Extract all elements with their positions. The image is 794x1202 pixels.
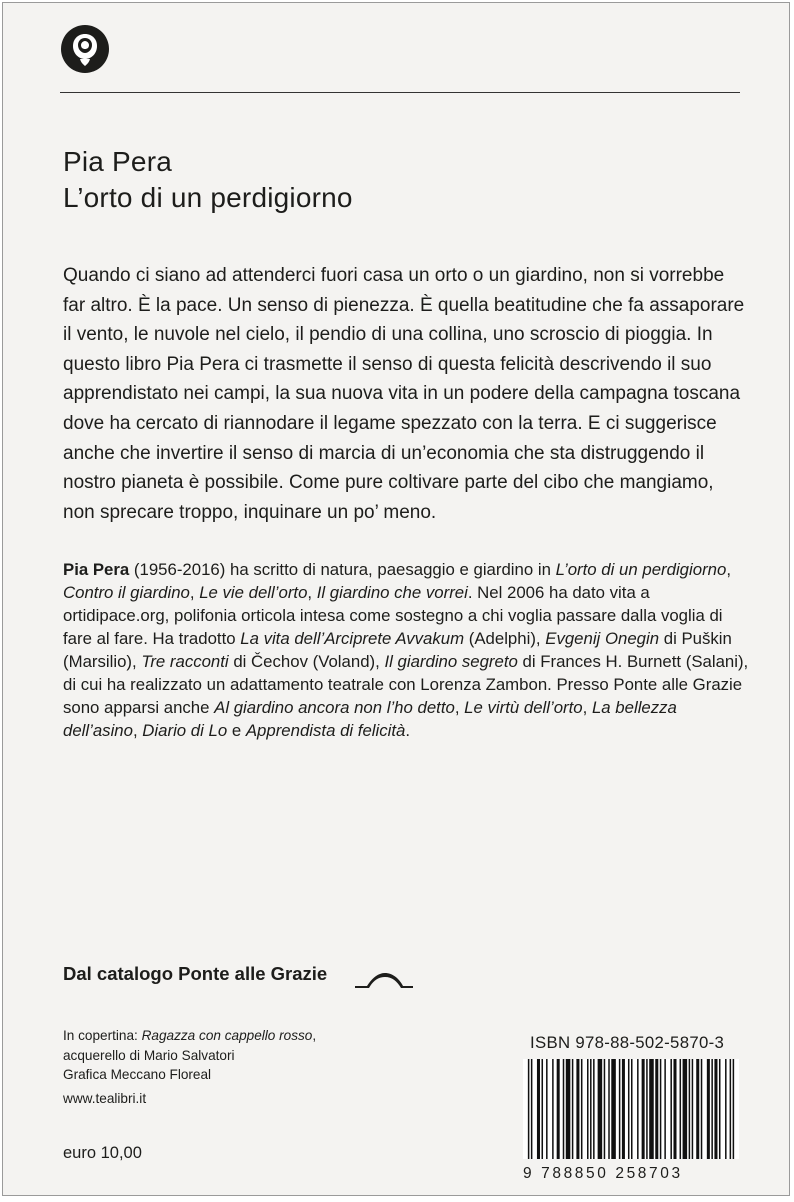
work-title: Il giardino che vorrei xyxy=(316,583,468,602)
work-title: Al giardino ancora non l’ho detto xyxy=(214,698,455,717)
work-title: Le virtù dell’orto xyxy=(464,698,583,717)
book-title: L’orto di un perdigiorno xyxy=(63,182,353,213)
work-title: Tre racconti xyxy=(141,652,229,671)
cover-credits xyxy=(63,1026,316,1085)
header-divider xyxy=(60,92,740,93)
work-title: La vita dell’Arciprete Avvakum xyxy=(240,629,465,648)
book-blurb: Quando ci siano ad attenderci fuori casa un orto o un giardino, non si vorrebbe far altro. È la pace. Un senso di pienezza. È quella beatitudine che fa assaporare il vento, le nuvole nel cielo, il pendio di una collina, uno scroscio di pioggia. In questo libro Pia Pera ci trasmette il senso di questa felicità descrivendo il suo apprendistato nei campi, la sua nuova vita in un podere della campagna toscana dove ha cercato di riannodare il legame spezzato con la terra. E ci suggerisce anche che invertire il senso di marcia di un’economia che sta distruggendo il nostro pianeta è possibile. Come pure coltivare parte del cibo che mangiamo, non sprecare troppo, inquinare un po’ meno. xyxy=(63,265,745,523)
work-title: Contro il giardino xyxy=(63,583,190,602)
book-author: Pia Pera xyxy=(63,146,172,177)
author-bio: Pia Pera (1956-2016) ha scritto di natura, paesaggio e giardino in L’orto di un perdigiorno, Contro il giardino, Le vie dell’orto, Il giardino che vorrei. Nel 2006 ha dato vita a ortidipace.org, polifonia orticola intesa come sostegno a chi voglia passare dalla voglia di fare al fare. Ha tradotto La vita dell’Arciprete Avvakum (Adelphi), Evgenij Onegin di Puškin (Marsilio), Tre racconti di Čechov (Voland), Il giardino segreto di Frances H. Burnett (Salani), di cui ha realizzato un adattamento teatrale con Lorenza Zambon. Presso Ponte alle Grazie sono apparsi anche Al giardino ancora non l’ho detto, Le virtù dell’orto, La bellezza dell’asino, Diario di Lo e Apprendista di felicità. xyxy=(63,560,749,740)
price-label: euro 10,00 xyxy=(63,1144,142,1162)
work-title: Evgenij Onegin xyxy=(545,629,660,648)
cover-artist-line: acquerello di Mario Salvatori xyxy=(63,1047,235,1063)
cover-artwork-title: Ragazza con cappello rosso xyxy=(141,1028,313,1043)
isbn-barcode xyxy=(523,1059,739,1159)
rose-logo-icon xyxy=(60,24,110,74)
bio-author-name: Pia Pera xyxy=(63,560,130,579)
work-title: Il giardino segreto xyxy=(384,652,518,671)
work-title: Apprendista di felicità xyxy=(245,721,406,740)
catalog-heading: Dal catalogo Ponte alle Grazie xyxy=(63,963,328,984)
barcode-digits: 9 788850 258703 xyxy=(523,1164,739,1184)
work-title: Le vie dell’orto xyxy=(199,583,308,602)
book-back-cover xyxy=(2,2,790,1196)
publisher-website: www.tealibri.it xyxy=(63,1091,147,1106)
work-title: La bellezza dell’asino xyxy=(63,698,677,740)
bridge-arch-icon xyxy=(355,966,413,988)
work-title: Diario di Lo xyxy=(142,721,228,740)
isbn-label: ISBN 978-88-502-5870-3 xyxy=(530,1033,725,1052)
work-title: L’orto di un perdigiorno xyxy=(555,560,727,579)
graphic-design-line: Grafica Meccano Floreal xyxy=(63,1067,212,1082)
cover-credit-line: In copertina: Ragazza con cappello rosso, xyxy=(63,1028,317,1043)
